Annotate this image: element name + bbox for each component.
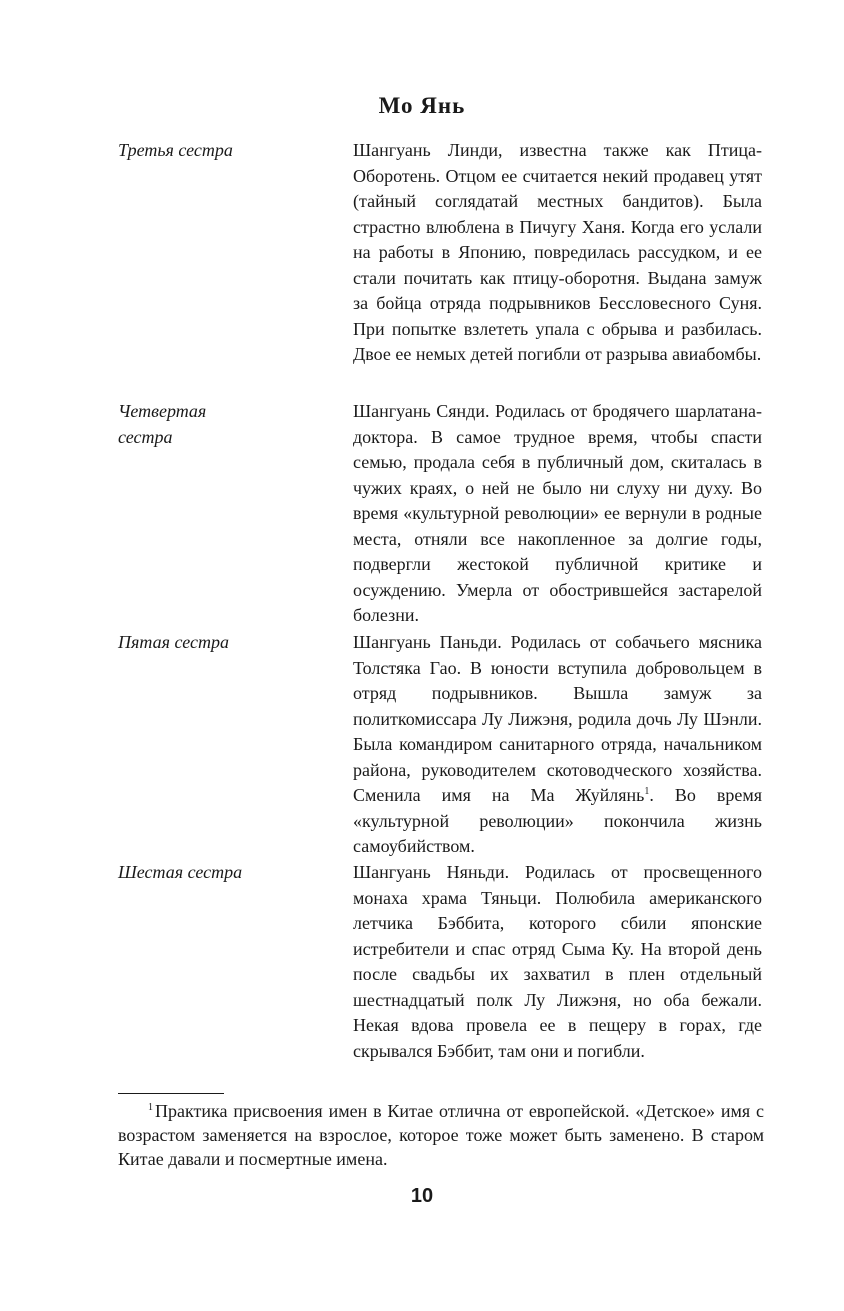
footnote-reference[interactable]: 1	[644, 786, 650, 797]
entry-term: Четвертая сестра	[118, 401, 207, 447]
entry-description: Шангуань Сянди. Родилась от бродячего шарлатана-доктора. В самое трудное время, чтобы спасти семью, продала себя в публичный дом, скиталась в чужих краях, о ней не было ни слуху ни духу. Во время «культурной революции» ее вернули в родные места, отняли все накопленное за долгие годы, подвергли жестокой публичной критике и осуждению. Умерла от обострившейся застарелой болезни.	[353, 401, 762, 625]
footnote-marker: 1	[148, 1102, 153, 1113]
list-item	[118, 137, 764, 398]
list-item	[118, 398, 764, 629]
footnote-text: Практика присвоения имен в Китае отлична от европейской. «Детское» имя с возрастом заменяется на взрослое, которое тоже может быть заменено. В старом Китае давали и посмертные имена.	[118, 1101, 764, 1169]
entry-description	[353, 629, 762, 860]
footnote-divider	[118, 1093, 224, 1094]
running-header-author: Мо Янь	[378, 93, 466, 118]
list-item	[118, 629, 764, 859]
character-list	[118, 137, 764, 1067]
list-item	[118, 859, 764, 1067]
entry-description: Шангуань Няньди. Родилась от просвещенного монаха храма Тяньци. Полюбила американского летчика Бэббита, которого сбили японские истребители и спас отряд Сыма Ку. На второй день после свадьбы их захватил в плен отдельный шестнадцатый полк Лу Лижэня, но оба бежали. Некая вдова провела ее в пещеру в горах, где скрывался Бэббит, там они и погибли.	[353, 862, 762, 1061]
entry-text-part: . Во время «культурной революции» покончила жизнь самоубийством.	[353, 785, 763, 856]
footnote	[118, 1099, 764, 1171]
entry-term: Шестая сестра	[118, 862, 243, 882]
entry-description: Шангуань Линди, известна также как Птица-Оборотень. Отцом ее считается некий продавец утят (тайный соглядатай местных бандитов). Была страстно влюблена в Пичугу Ханя. Когда его услали на работы в Японию, повредилась рассудком, и ее стали почитать как птицу-оборотня. Выдана замуж за бойца отряда подрывников Бессловесного Суня. При попытке взлететь упала с обрыва и разбилась. Двое ее немых детей погибли от разрыва авиабомбы.	[353, 140, 762, 364]
entry-text-part: Шангуань Паньди. Родилась от собачьего мясника Толстяка Гао. В юности вступила добровольцем в отряд подрывников. Вышла замуж за политкомиссара Лу Лижэня, родила дочь Лу Шэнли. Была командиром санитарного отряда, начальником района, руководителем скотоводческого хозяйства. Сменила имя на Ма Жуйлянь	[353, 632, 762, 805]
entry-term: Третья сестра	[118, 140, 233, 160]
page-number: 10	[410, 1185, 434, 1207]
entry-term: Пятая сестра	[118, 632, 229, 652]
